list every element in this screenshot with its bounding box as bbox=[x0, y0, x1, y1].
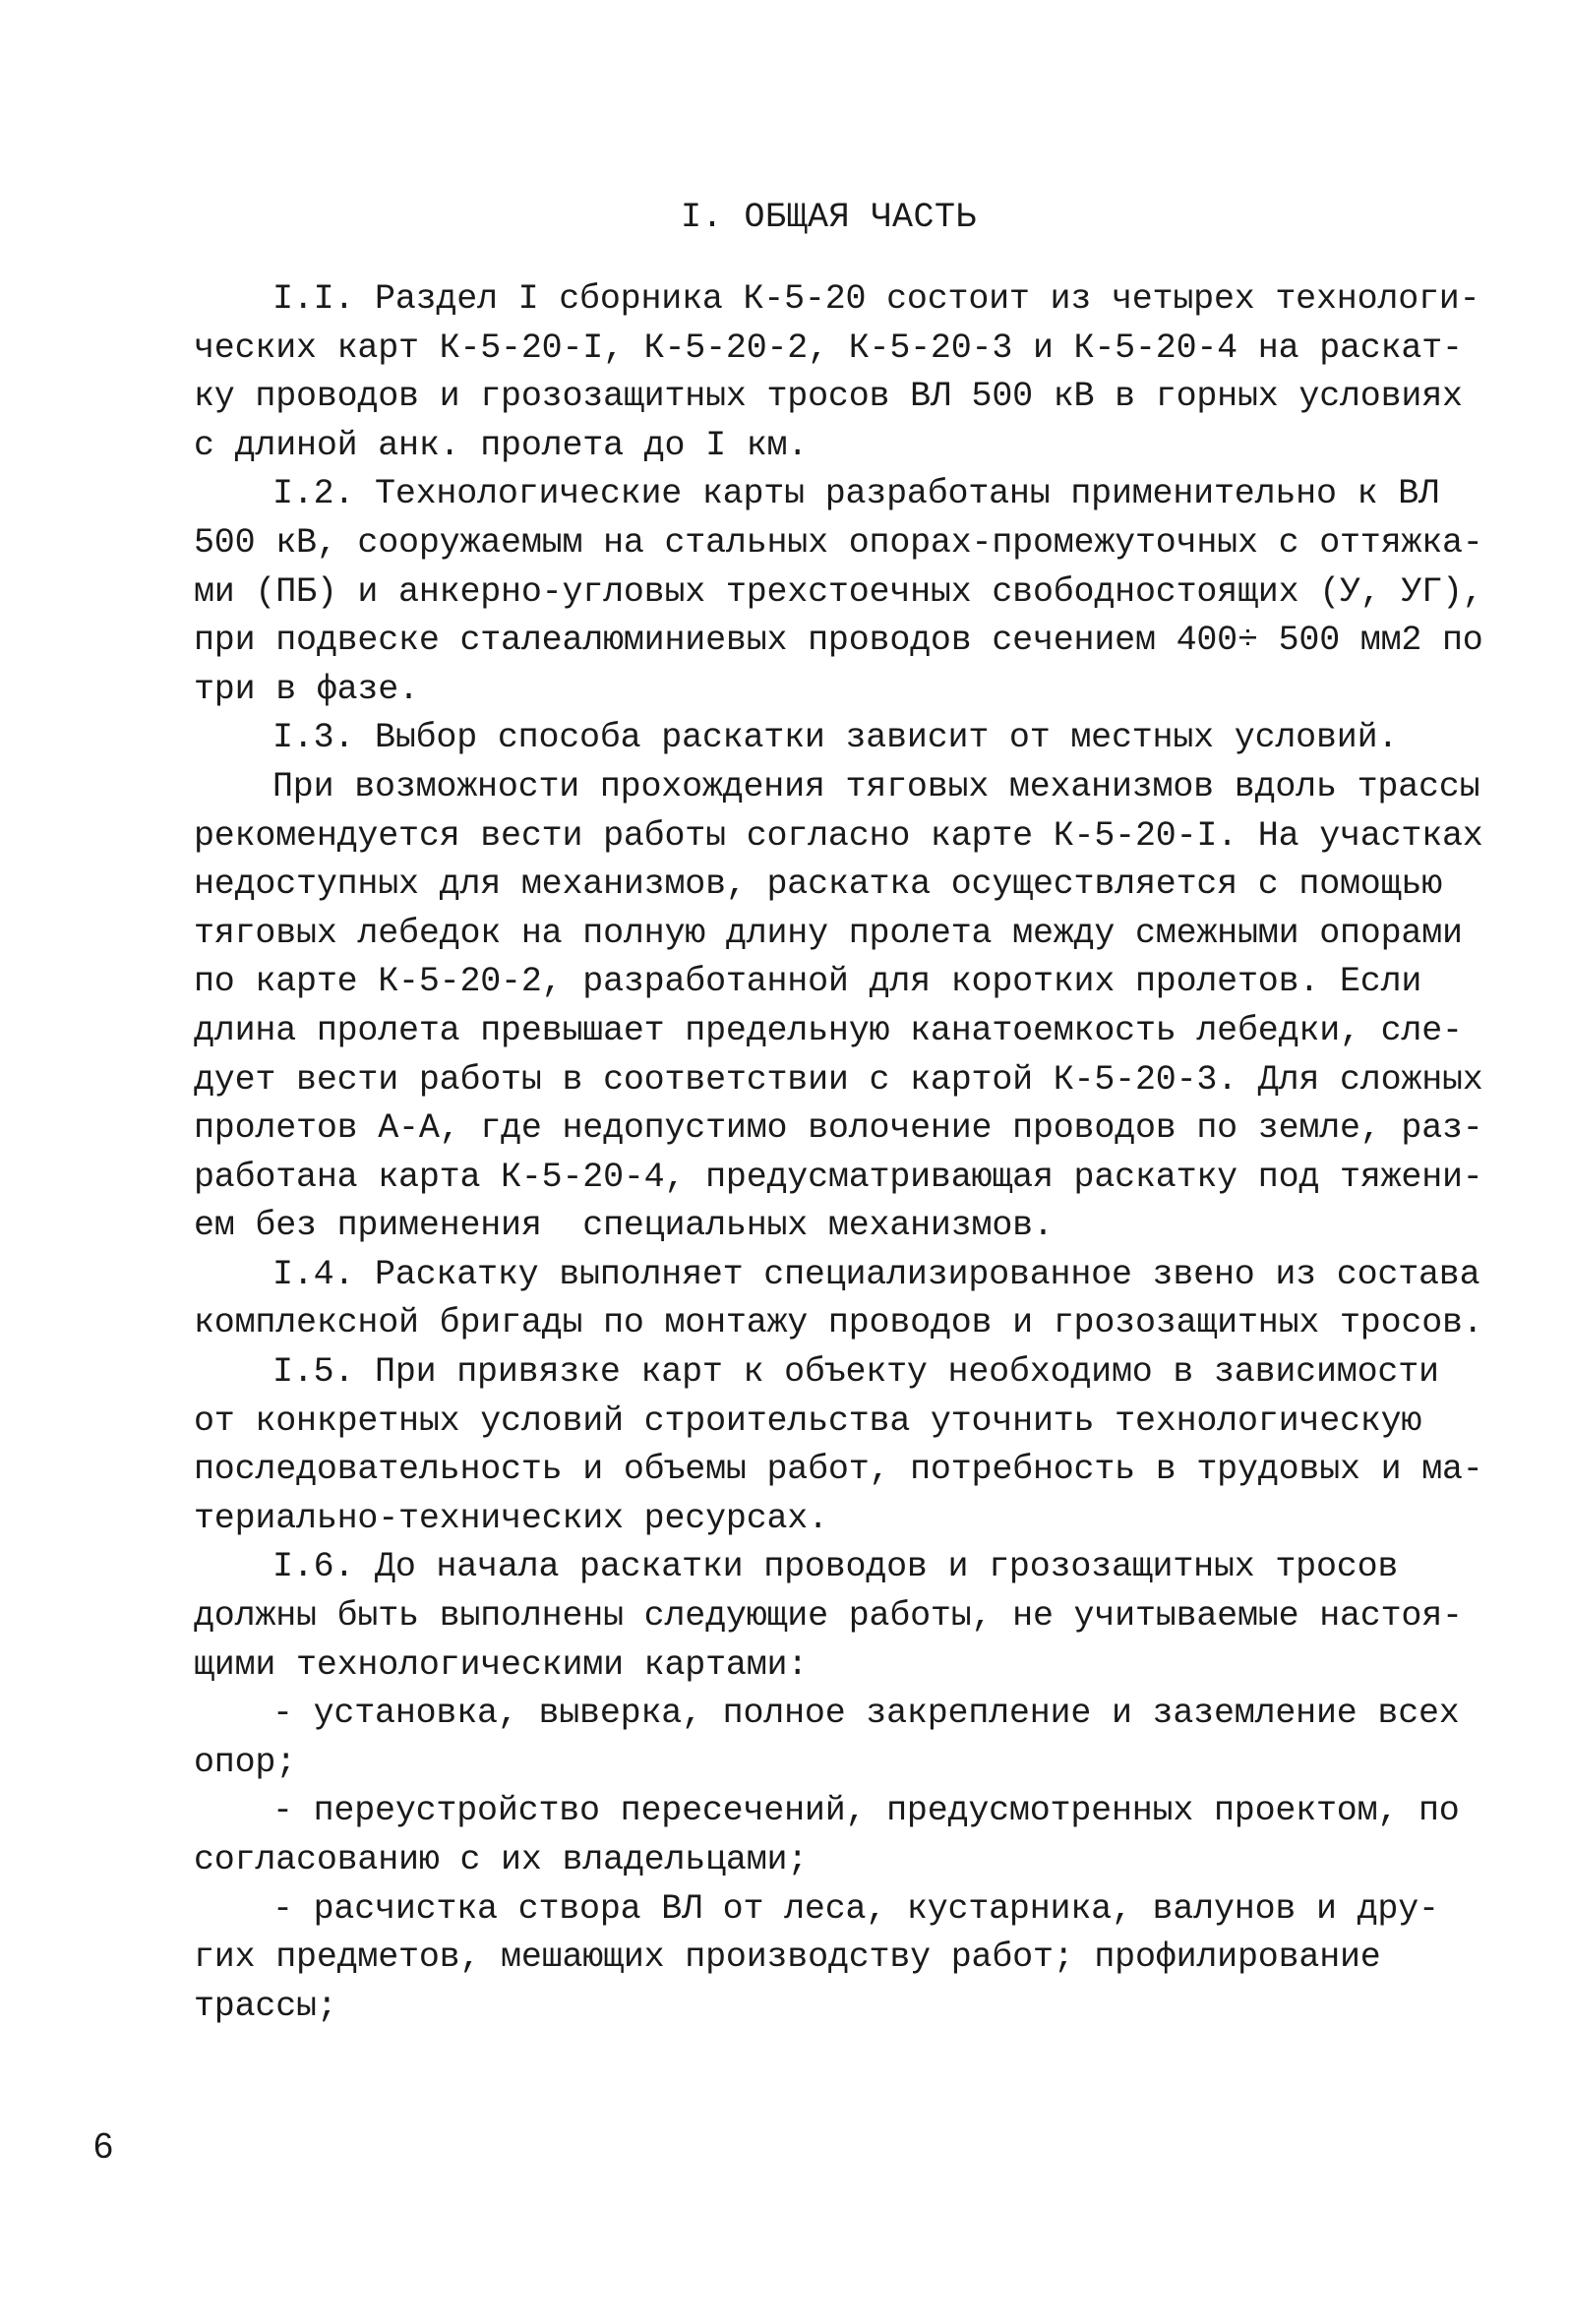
text-line: рекомендуется вести работы согласно карте К-5-20-I. На участках bbox=[194, 815, 1483, 856]
text-line: При возможности прохождения тяговых механизмов вдоль трассы bbox=[272, 766, 1480, 806]
text-line: - расчистка створа ВЛ от леса, кустарника, валунов и дру- bbox=[272, 1888, 1439, 1929]
text-line: работана карта К-5-20-4, предусматривающая раскатку под тяжени- bbox=[194, 1157, 1483, 1197]
body-text bbox=[194, 275, 1512, 2031]
text-line: I.I. Раздел I сборника К-5-20 состоит из четырех технологи- bbox=[272, 279, 1480, 319]
text-line: - переустройство пересечений, предусмотренных проектом, по bbox=[272, 1791, 1460, 1831]
text-line: с длиной анк. пролета до I км. bbox=[194, 425, 809, 465]
text-line: ку проводов и грозозащитных тросов ВЛ 500 кВ в горных условиях bbox=[194, 377, 1463, 417]
page-number: 6 bbox=[93, 2125, 114, 2166]
text-line: три в фазе. bbox=[194, 669, 419, 709]
text-line: гих предметов, мешающих производству работ; профилирование bbox=[194, 1937, 1381, 1978]
text-line: опор; bbox=[194, 1742, 297, 1782]
text-line: 500 кВ, сооружаемым на стальных опорах-промежуточных с оттяжка- bbox=[194, 522, 1483, 563]
text-line: тяговых лебедок на полную длину пролета между смежными опорами bbox=[194, 913, 1463, 953]
text-line: недоступных для механизмов, раскатка осуществляется с помощью bbox=[194, 864, 1443, 905]
text-line: ми (ПБ) и анкерно-угловых трехстоечных свободностоящих (У, УГ), bbox=[194, 571, 1483, 612]
text-line: ем без применения специальных механизмов. bbox=[194, 1206, 1054, 1246]
text-line: ческих карт К-5-20-I, К-5-20-2, К-5-20-3 и К-5-20-4 на раскат- bbox=[194, 328, 1463, 368]
text-line: при подвеске сталеалюминиевых проводов сечением 400÷ 500 мм2 по bbox=[194, 621, 1483, 661]
text-line: I.3. Выбор способа раскатки зависит от местных условий. bbox=[272, 718, 1399, 758]
text-line: комплексной бригады по монтажу проводов и грозозащитных тросов. bbox=[194, 1303, 1483, 1343]
text-line: пролетов А-А, где недопустимо волочение проводов по земле, раз- bbox=[194, 1108, 1483, 1149]
section-heading: I. ОБЩАЯ ЧАСТЬ bbox=[680, 198, 978, 237]
text-line: - установка, выверка, полное закрепление и заземление всех bbox=[272, 1694, 1460, 1734]
text-line: длина пролета превышает предельную канатоемкость лебедки, сле- bbox=[194, 1010, 1463, 1050]
text-line: I.2. Технологические карты разработаны применительно к ВЛ bbox=[272, 474, 1439, 514]
text-line: трассы; bbox=[194, 1986, 337, 2026]
text-line: I.6. До начала раскатки проводов и грозозащитных тросов bbox=[272, 1547, 1399, 1587]
text-line: I.5. При привязке карт к объекту необходимо в зависимости bbox=[272, 1352, 1439, 1393]
text-line: I.4. Раскатку выполняет специализированное звено из состава bbox=[272, 1254, 1480, 1294]
text-line: согласованию с их владельцами; bbox=[194, 1840, 809, 1879]
text-line: от конкретных условий строительства уточнить технологическую bbox=[194, 1400, 1422, 1441]
text-line: по карте К-5-20-2, разработанной для коротких пролетов. Если bbox=[194, 962, 1422, 1002]
text-line: дует вести работы в соответствии с картой К-5-20-3. Для сложных bbox=[194, 1059, 1483, 1100]
text-line: должны быть выполнены следующие работы, не учитываемые настоя- bbox=[194, 1596, 1463, 1637]
text-line: териально-технических ресурсах. bbox=[194, 1498, 828, 1538]
text-line: щими технологическими картами: bbox=[194, 1644, 809, 1685]
text-line: последовательность и объемы работ, потребность в трудовых и ма- bbox=[194, 1450, 1483, 1490]
